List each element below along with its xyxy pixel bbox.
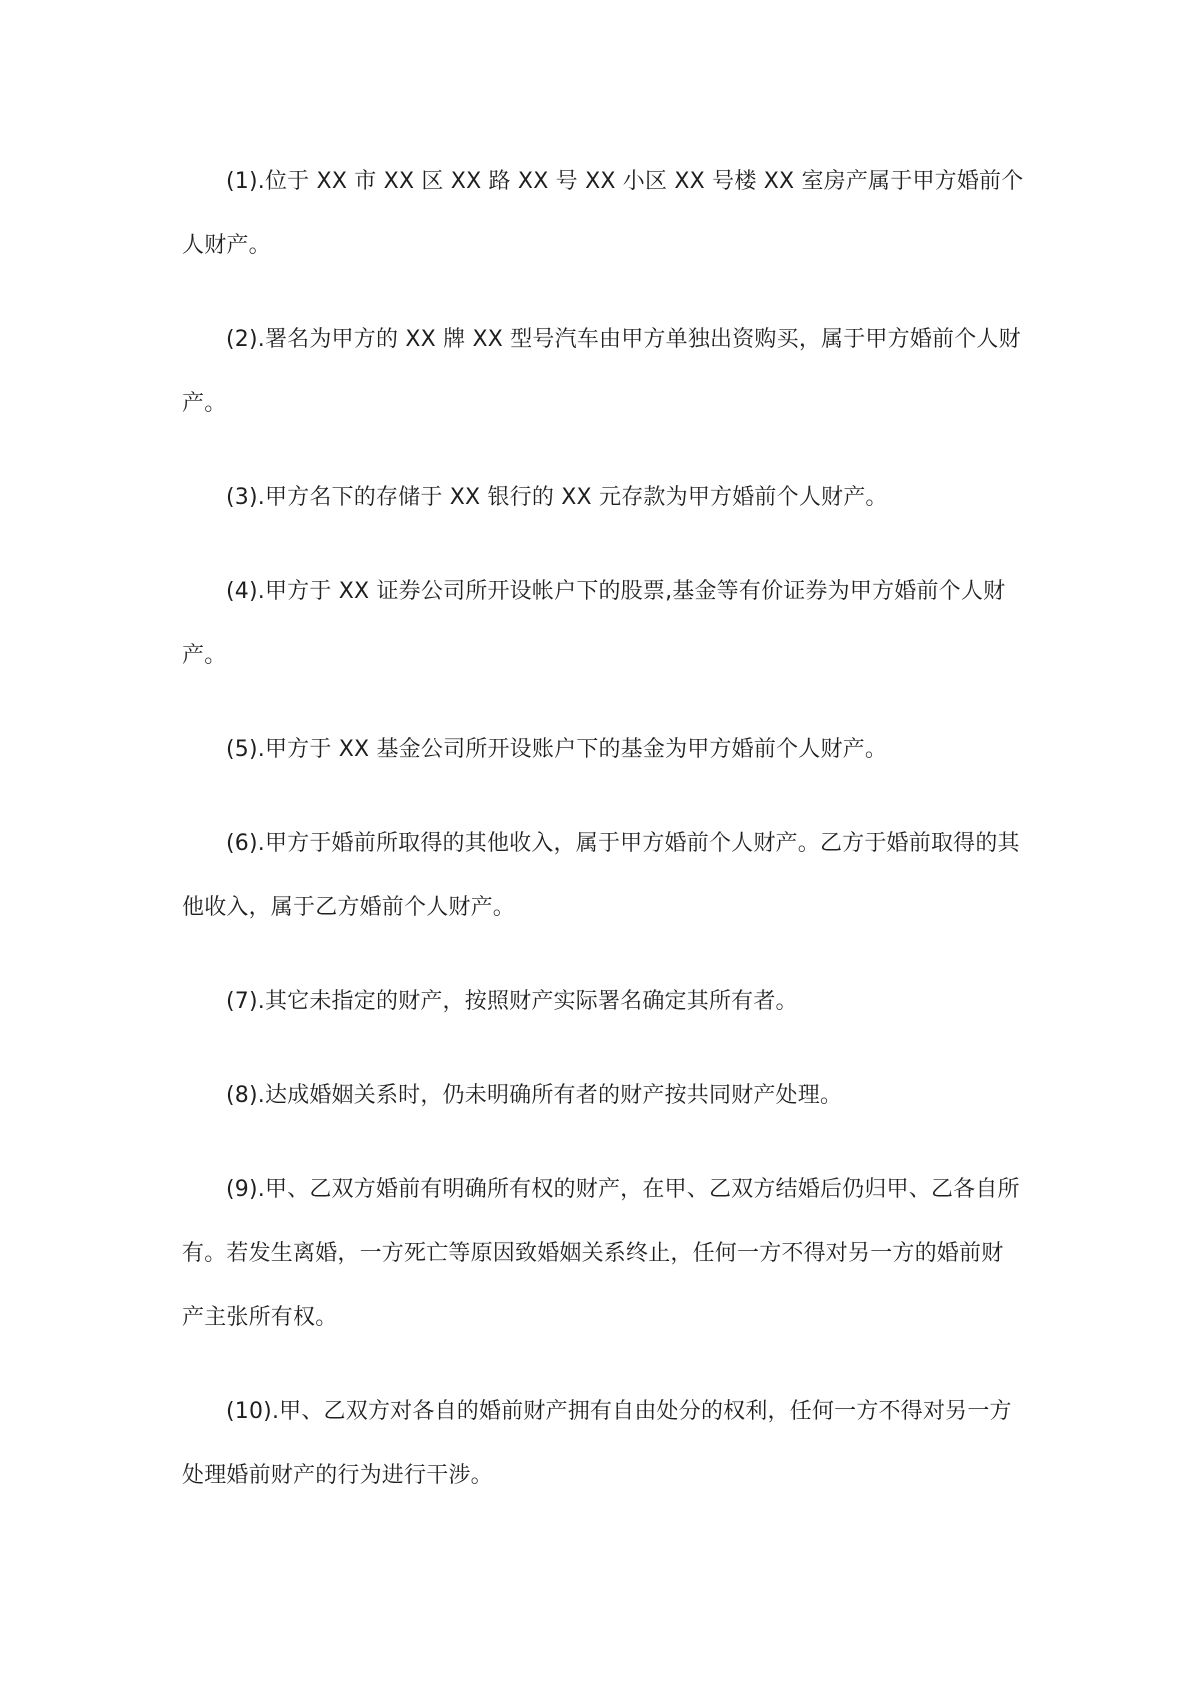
clause-1: (1).位于 XX 市 XX 区 XX 路 XX 号 XX 小区 XX 号楼 XX 室房产属于甲方婚前个人财产。 (182, 169, 1024, 258)
clause-3: (3).甲方名下的存储于 XX 银行的 XX 元存款为甲方婚前个人财产。 (226, 485, 888, 510)
clause-4: (4).甲方于 XX 证券公司所开设帐户下的股票,基金等有价证券为甲方婚前个人财产。 (182, 579, 1006, 668)
document-body (182, 150, 1024, 1538)
clause-7: (7).其它未指定的财产，按照财产实际署名确定其所有者。 (226, 989, 798, 1014)
clause-8: (8).达成婚姻关系时，仍未明确所有者的财产按共同财产处理。 (226, 1083, 843, 1108)
clause-6: (6).甲方于婚前所取得的其他收入，属于甲方婚前个人财产。乙方于婚前取得的其他收入，属于乙方婚前个人财产。 (182, 831, 1020, 920)
clause-5: (5).甲方于 XX 基金公司所开设账户下的基金为甲方婚前个人财产。 (226, 737, 888, 762)
clause-2: (2).署名为甲方的 XX 牌 XX 型号汽车由甲方单独出资购买，属于甲方婚前个人财产。 (182, 327, 1021, 416)
clause-10: (10).甲、乙双方对各自的婚前财产拥有自由处分的权利，任何一方不得对另一方处理婚前财产的行为进行干涉。 (182, 1399, 1012, 1488)
clause-9: (9).甲、乙双方婚前有明确所有权的财产，在甲、乙双方结婚后仍归甲、乙各自所有。若发生离婚，一方死亡等原因致婚姻关系终止，任何一方不得对另一方的婚前财产主张所有权。 (182, 1177, 1020, 1330)
